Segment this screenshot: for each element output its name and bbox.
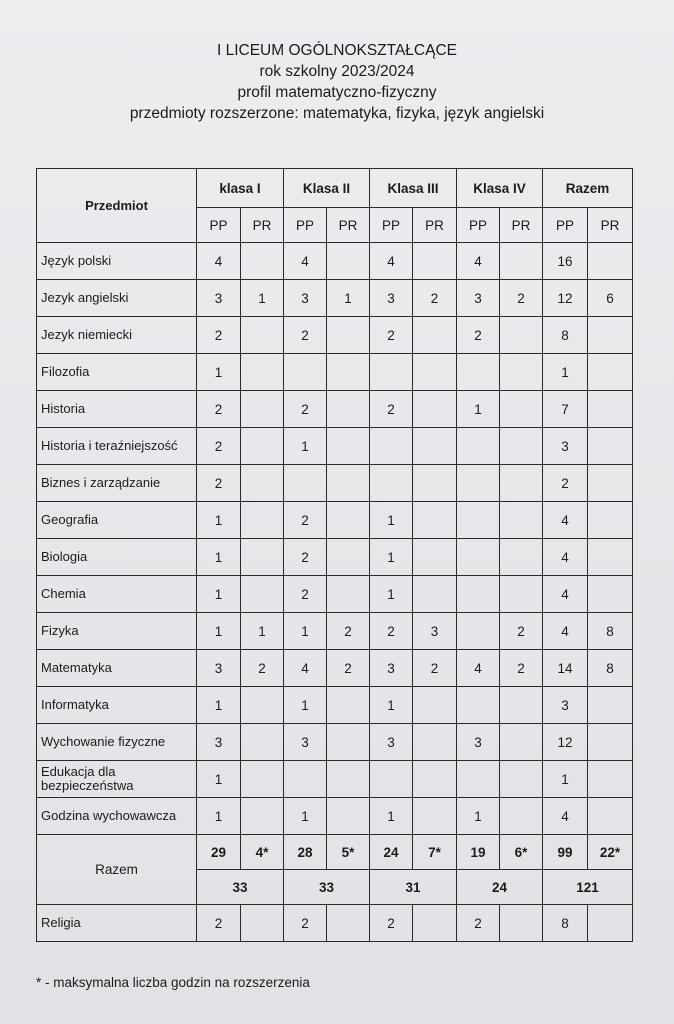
hours-cell: 1 xyxy=(197,761,241,798)
subject-total-cell: 4 xyxy=(543,576,588,613)
hours-cell xyxy=(500,354,543,391)
hours-cell xyxy=(457,761,500,798)
pr-header: PR xyxy=(500,208,543,243)
hours-cell xyxy=(500,761,543,798)
hours-cell xyxy=(327,687,370,724)
hours-cell xyxy=(457,354,500,391)
hours-cell xyxy=(241,502,284,539)
subject-total-cell: 8 xyxy=(543,317,588,354)
hours-cell xyxy=(241,391,284,428)
hours-cell xyxy=(413,317,457,354)
hours-cell: 3 xyxy=(284,724,327,761)
hours-cell xyxy=(370,465,413,502)
hours-cell: 1 xyxy=(370,502,413,539)
religion-cell xyxy=(500,905,543,942)
profile-name: profil matematyczno-fizyczny xyxy=(237,84,437,101)
hours-cell xyxy=(500,687,543,724)
hours-cell xyxy=(500,243,543,280)
subject-name: Wychowanie fizyczne xyxy=(37,724,197,761)
hours-cell: 4 xyxy=(284,650,327,687)
hours-cell: 2 xyxy=(284,317,327,354)
hours-cell xyxy=(413,243,457,280)
hours-cell: 2 xyxy=(197,465,241,502)
subject-total-cell: 4 xyxy=(543,539,588,576)
hours-cell: 3 xyxy=(457,280,500,317)
subject-total-cell: 1 xyxy=(543,761,588,798)
subject-name: Biologia xyxy=(37,539,197,576)
hours-cell: 2 xyxy=(197,391,241,428)
hours-cell: 2 xyxy=(370,391,413,428)
hours-cell xyxy=(457,465,500,502)
hours-cell: 1 xyxy=(327,280,370,317)
hours-cell xyxy=(241,428,284,465)
hours-cell: 4 xyxy=(197,243,241,280)
hours-cell: 1 xyxy=(284,613,327,650)
grand-total-cell: 121 xyxy=(543,870,633,905)
hours-cell: 1 xyxy=(241,280,284,317)
subject-total-cell: 4 xyxy=(543,502,588,539)
subject-total-cell xyxy=(588,243,633,280)
subject-name: Język polski xyxy=(37,243,197,280)
grand-total-cell: 33 xyxy=(284,870,370,905)
hours-cell xyxy=(370,761,413,798)
hours-cell: 4 xyxy=(457,650,500,687)
subject-total-cell: 4 xyxy=(543,613,588,650)
subject-total-cell xyxy=(588,465,633,502)
subject-name: Godzina wychowawcza xyxy=(37,798,197,835)
grand-total-cell: 24 xyxy=(457,870,543,905)
subject-total-cell xyxy=(588,724,633,761)
hours-cell xyxy=(457,613,500,650)
hours-cell: 3 xyxy=(413,613,457,650)
hours-cell: 1 xyxy=(370,687,413,724)
class-header: Klasa II xyxy=(284,169,370,208)
total-cell: 28 xyxy=(284,835,327,870)
subject-row xyxy=(37,428,633,465)
subject-total-cell: 3 xyxy=(543,428,588,465)
subject-total-cell: 8 xyxy=(588,613,633,650)
hours-cell xyxy=(241,798,284,835)
hours-cell xyxy=(241,687,284,724)
hours-cell xyxy=(327,576,370,613)
hours-cell xyxy=(500,317,543,354)
subject-total-cell: 7 xyxy=(543,391,588,428)
hours-cell: 3 xyxy=(370,650,413,687)
total-cell: 22* xyxy=(588,835,633,870)
total-cell: 24 xyxy=(370,835,413,870)
pr-header: PR xyxy=(241,208,284,243)
hours-cell xyxy=(413,391,457,428)
hours-cell xyxy=(500,576,543,613)
hours-cell xyxy=(327,243,370,280)
subject-total-cell xyxy=(588,687,633,724)
religion-cell xyxy=(327,905,370,942)
hours-cell xyxy=(413,539,457,576)
pr-header: PR xyxy=(413,208,457,243)
pr-header: PR xyxy=(588,208,633,243)
hours-cell: 4 xyxy=(284,243,327,280)
hours-cell xyxy=(500,724,543,761)
pp-header: PP xyxy=(370,208,413,243)
hours-cell xyxy=(413,724,457,761)
subject-row xyxy=(37,650,633,687)
hours-cell xyxy=(413,354,457,391)
hours-cell xyxy=(500,539,543,576)
hours-cell xyxy=(500,798,543,835)
hours-cell: 2 xyxy=(284,502,327,539)
hours-cell: 3 xyxy=(197,280,241,317)
hours-cell xyxy=(500,428,543,465)
subject-total-cell xyxy=(588,502,633,539)
hours-cell: 1 xyxy=(457,391,500,428)
religion-label: Religia xyxy=(37,905,197,942)
hours-cell: 2 xyxy=(370,317,413,354)
hours-cell xyxy=(500,502,543,539)
religion-cell: 2 xyxy=(457,905,500,942)
schedule-table xyxy=(36,168,633,942)
grand-total-cell: 31 xyxy=(370,870,457,905)
subject-name: Historia xyxy=(37,391,197,428)
subject-row xyxy=(37,724,633,761)
hours-cell xyxy=(241,354,284,391)
hours-cell: 2 xyxy=(284,576,327,613)
totals-label: Razem xyxy=(37,835,197,905)
hours-cell: 3 xyxy=(457,724,500,761)
class-header: Klasa IV xyxy=(457,169,543,208)
subject-name: Geografia xyxy=(37,502,197,539)
religion-cell xyxy=(413,905,457,942)
hours-cell: 1 xyxy=(370,798,413,835)
hours-cell: 1 xyxy=(197,576,241,613)
subject-row xyxy=(37,391,633,428)
subject-total-cell: 1 xyxy=(543,354,588,391)
hours-cell xyxy=(457,428,500,465)
hours-cell: 3 xyxy=(197,650,241,687)
subject-name: Historia i teraźniejszość xyxy=(37,428,197,465)
hours-cell xyxy=(241,465,284,502)
subject-row xyxy=(37,243,633,280)
hours-cell xyxy=(500,391,543,428)
hours-cell: 2 xyxy=(197,317,241,354)
total-cell: 5* xyxy=(327,835,370,870)
subjects-body xyxy=(37,243,633,835)
subject-column-header: Przedmiot xyxy=(37,169,197,243)
hours-cell xyxy=(284,761,327,798)
total-cell: 19 xyxy=(457,835,500,870)
total-cell: 4* xyxy=(241,835,284,870)
subject-total-cell: 16 xyxy=(543,243,588,280)
hours-cell: 2 xyxy=(284,391,327,428)
class-header: Klasa III xyxy=(370,169,457,208)
pp-header: PP xyxy=(197,208,241,243)
religion-cell: 2 xyxy=(284,905,327,942)
subject-name: Biznes i zarządzanie xyxy=(37,465,197,502)
grand-total-cell: 33 xyxy=(197,870,284,905)
subject-row xyxy=(37,761,633,798)
hours-cell xyxy=(327,465,370,502)
subject-total-cell xyxy=(588,354,633,391)
hours-cell xyxy=(327,539,370,576)
hours-cell xyxy=(457,687,500,724)
hours-cell: 1 xyxy=(197,798,241,835)
subject-total-cell xyxy=(588,576,633,613)
religion-cell xyxy=(588,905,633,942)
subject-total-cell: 8 xyxy=(588,650,633,687)
hours-cell: 2 xyxy=(327,650,370,687)
religion-cell: 2 xyxy=(197,905,241,942)
subject-row xyxy=(37,354,633,391)
total-cell: 99 xyxy=(543,835,588,870)
hours-cell: 1 xyxy=(457,798,500,835)
hours-cell xyxy=(327,354,370,391)
extended-subjects: przedmioty rozszerzone: matematyka, fizyka, język angielski xyxy=(129,105,545,122)
hours-cell: 2 xyxy=(457,317,500,354)
hours-cell xyxy=(241,243,284,280)
subject-name: Fizyka xyxy=(37,613,197,650)
hours-cell xyxy=(284,354,327,391)
header-row-classes xyxy=(37,169,633,208)
hours-cell xyxy=(457,502,500,539)
hours-cell xyxy=(241,576,284,613)
pp-header: PP xyxy=(284,208,327,243)
hours-cell xyxy=(500,465,543,502)
hours-cell: 2 xyxy=(413,650,457,687)
hours-cell xyxy=(413,428,457,465)
subject-total-cell: 3 xyxy=(543,687,588,724)
hours-cell xyxy=(413,465,457,502)
subject-row xyxy=(37,613,633,650)
subject-total-cell xyxy=(588,391,633,428)
subject-total-cell xyxy=(588,428,633,465)
hours-cell: 1 xyxy=(284,798,327,835)
hours-cell xyxy=(284,465,327,502)
hours-cell: 3 xyxy=(284,280,327,317)
hours-cell: 2 xyxy=(413,280,457,317)
hours-cell: 2 xyxy=(327,613,370,650)
hours-cell: 1 xyxy=(197,613,241,650)
hours-cell: 1 xyxy=(197,687,241,724)
subject-name: Chemia xyxy=(37,576,197,613)
hours-cell: 3 xyxy=(370,724,413,761)
footnote: * - maksymalna liczba godzin na rozszerzenia xyxy=(36,975,310,990)
hours-cell: 1 xyxy=(241,613,284,650)
subject-row xyxy=(37,317,633,354)
total-header: Razem xyxy=(543,169,633,208)
hours-cell xyxy=(370,354,413,391)
hours-cell xyxy=(327,724,370,761)
totals-row xyxy=(37,835,633,870)
pr-header: PR xyxy=(327,208,370,243)
totals-body xyxy=(37,835,633,942)
subject-name: Jezyk angielski xyxy=(37,280,197,317)
hours-cell: 1 xyxy=(284,687,327,724)
pp-header: PP xyxy=(543,208,588,243)
hours-cell: 2 xyxy=(284,539,327,576)
total-cell: 6* xyxy=(500,835,543,870)
subject-total-cell xyxy=(588,317,633,354)
hours-cell xyxy=(241,539,284,576)
hours-cell xyxy=(327,798,370,835)
subject-row xyxy=(37,539,633,576)
hours-cell xyxy=(457,576,500,613)
religion-cell: 8 xyxy=(543,905,588,942)
hours-cell xyxy=(457,539,500,576)
religion-cell xyxy=(241,905,284,942)
hours-cell: 1 xyxy=(197,354,241,391)
hours-cell: 3 xyxy=(370,280,413,317)
hours-cell: 2 xyxy=(500,280,543,317)
subject-row xyxy=(37,502,633,539)
hours-cell: 3 xyxy=(197,724,241,761)
subject-name: Matematyka xyxy=(37,650,197,687)
hours-cell xyxy=(327,428,370,465)
hours-cell xyxy=(413,687,457,724)
subject-total-cell: 2 xyxy=(543,465,588,502)
school-year: rok szkolny 2023/2024 xyxy=(259,63,415,80)
subject-row xyxy=(37,576,633,613)
hours-cell: 2 xyxy=(500,650,543,687)
hours-cell xyxy=(413,502,457,539)
subject-row xyxy=(37,465,633,502)
class-header: klasa I xyxy=(197,169,284,208)
hours-cell xyxy=(327,391,370,428)
subject-row xyxy=(37,687,633,724)
subject-total-cell: 12 xyxy=(543,724,588,761)
total-cell: 7* xyxy=(413,835,457,870)
total-cell: 29 xyxy=(197,835,241,870)
hours-cell: 2 xyxy=(197,428,241,465)
hours-cell xyxy=(413,798,457,835)
hours-cell xyxy=(241,317,284,354)
subject-total-cell: 14 xyxy=(543,650,588,687)
hours-cell: 4 xyxy=(370,243,413,280)
subject-total-cell: 12 xyxy=(543,280,588,317)
religion-row xyxy=(37,905,633,942)
subject-row xyxy=(37,798,633,835)
pp-header: PP xyxy=(457,208,500,243)
hours-cell: 1 xyxy=(197,502,241,539)
subject-row xyxy=(37,280,633,317)
subject-total-cell xyxy=(588,761,633,798)
hours-cell xyxy=(327,317,370,354)
hours-cell xyxy=(241,761,284,798)
hours-cell: 2 xyxy=(370,613,413,650)
hours-cell: 1 xyxy=(284,428,327,465)
hours-cell: 1 xyxy=(370,539,413,576)
hours-cell xyxy=(413,761,457,798)
religion-cell: 2 xyxy=(370,905,413,942)
school-name: I LICEUM OGÓLNOKSZTAŁCĄCE xyxy=(216,42,457,59)
subject-name: Informatyka xyxy=(37,687,197,724)
hours-cell: 2 xyxy=(500,613,543,650)
subject-total-cell xyxy=(588,539,633,576)
hours-cell xyxy=(413,576,457,613)
hours-cell: 1 xyxy=(370,576,413,613)
subject-name: Jezyk niemiecki xyxy=(37,317,197,354)
subject-total-cell: 6 xyxy=(588,280,633,317)
subject-total-cell: 4 xyxy=(543,798,588,835)
hours-cell xyxy=(327,761,370,798)
hours-cell: 4 xyxy=(457,243,500,280)
subject-total-cell xyxy=(588,798,633,835)
hours-cell xyxy=(370,428,413,465)
subject-name: Edukacja dla bezpieczeństwa xyxy=(37,761,197,798)
document-header xyxy=(0,40,674,124)
hours-cell: 2 xyxy=(241,650,284,687)
subject-name: Filozofia xyxy=(37,354,197,391)
hours-cell xyxy=(327,502,370,539)
hours-cell xyxy=(241,724,284,761)
hours-cell: 1 xyxy=(197,539,241,576)
